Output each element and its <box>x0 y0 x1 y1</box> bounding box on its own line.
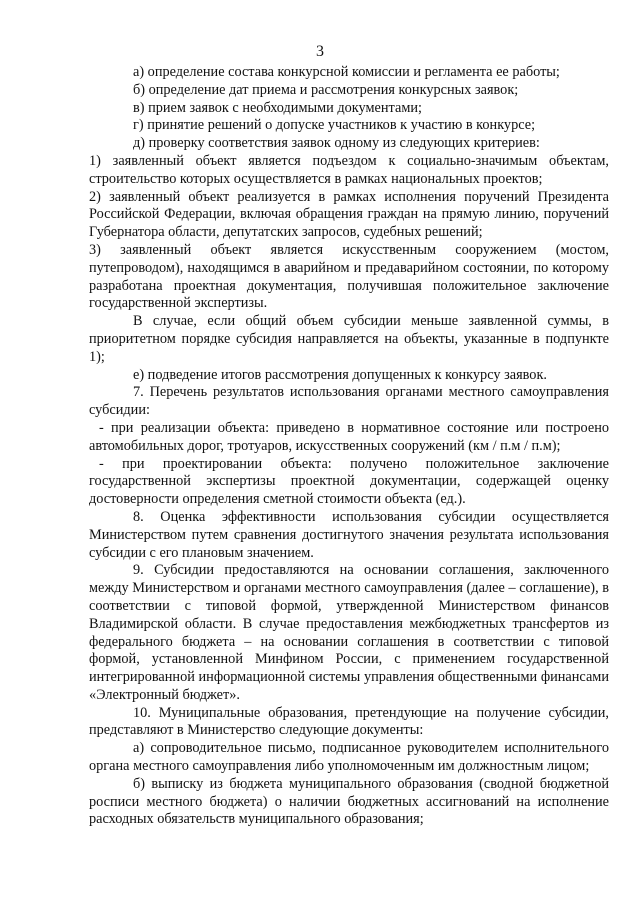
paragraph-section-8: 8. Оценка эффективности использования субсидии осуществляется Министерством путем сравнения достигнутого значения результата использования субсидии с его плановым значением. <box>89 508 609 561</box>
paragraph-priority-note: В случае, если общий объем субсидии меньше заявленной суммы, в приоритетном порядке субсидия направляется на объекты, указанные в подпункте 1); <box>89 313 609 365</box>
paragraph-item-v: в) прием заявок с необходимыми документами; <box>133 99 422 116</box>
paragraph-criterion-3: 3) заявленный объект является искусственным сооружением (мостом, путепроводом), находящимся в аварийном и предаварийном состоянии, по которому разработана проектная документация, получившая положительное заключение государственной экспертизы. <box>89 241 609 312</box>
paragraph-doc-b: б) выписку из бюджета муниципального образования (сводной бюджетной росписи местного бюджета) о наличии бюджетных ассигнований на исполнение расходных обязательств муниципального образования; <box>89 775 609 828</box>
paragraph-doc-a: а) сопроводительное письмо, подписанное руководителем исполнительного органа местного самоуправления либо уполномоченным им должностным лицом; <box>89 740 609 775</box>
paragraph-item-a: а) определение состава конкурсной комиссии и регламента ее работы; <box>133 64 560 80</box>
paragraph-criterion-1: 1) заявленный объект является подъездом к социально-значимым объектам, строительство которых осуществляется в рамках национальных проектов; <box>89 152 609 187</box>
paragraph-criterion-2: 2) заявленный объект реализуется в рамках исполнения поручений Президента Российской Федерации, включая обращения граждан на прямую линию, поручений Губернатора области, депутатских запросов, судебных решений; <box>89 188 609 241</box>
paragraph-result-implementation: - при реализации объекта: приведено в нормативное состояние или построено автомобильных дорог, тротуаров, искусственных сооружений (км / п.м / п.м); <box>89 419 609 454</box>
paragraph-item-b: б) определение дат приема и рассмотрения конкурсных заявок; <box>133 81 519 98</box>
page-number: 3 <box>316 43 324 60</box>
paragraph-item-d: д) проверку соответствия заявок одному из следующих критериев: <box>133 135 540 152</box>
paragraph-item-g: г) принятие решений о допуске участников к участию в конкурсе; <box>133 117 536 134</box>
paragraph-section-9: 9. Субсидии предоставляются на основании соглашения, заключенного между Министерством и органами местного самоуправления (далее – соглашение), в соответствии с типовой формой, утвержденной Министерством финансов Владимирской области. В случае предоставления межбюджетных трансфертов из федерального бюджета – на основании соглашения в соответствии с типовой формой, установленной Минфином России, с применением государственной интегрированной информационной системы управления общественными финансами «Электронный бюджет». <box>89 562 609 703</box>
paragraph-item-e: е) подведение итогов рассмотрения допущенных к конкурсу заявок. <box>133 366 547 383</box>
paragraph-section-10: 10. Муниципальные образования, претендующие на получение субсидии, представляют в Министерство следующие документы: <box>89 704 609 739</box>
document-body <box>89 64 609 829</box>
paragraph-section-7: 7. Перечень результатов использования органами местного самоуправления субсидии: <box>89 384 609 419</box>
paragraph-result-design: - при проектировании объекта: получено положительное заключение государственной экспертизы проектной документации, содержащей оценку достоверности определения сметной стоимости объекта (ед.). <box>89 455 609 508</box>
